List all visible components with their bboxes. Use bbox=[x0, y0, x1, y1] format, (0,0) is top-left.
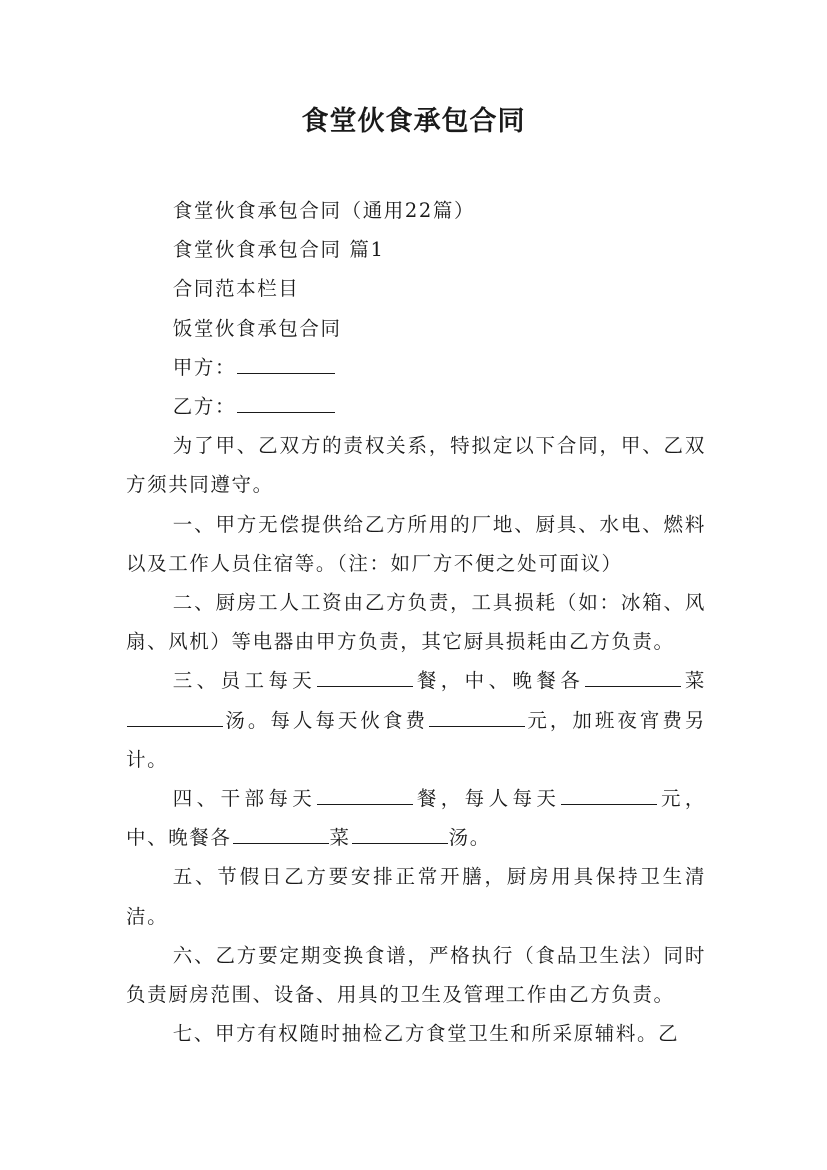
clause-3-text: 菜 bbox=[682, 669, 706, 693]
meals-per-day-blank bbox=[317, 668, 413, 688]
intro-paragraph: 为了甲、乙双方的责权关系，特拟定以下合同，甲、乙双方须共同遵守。 bbox=[126, 434, 706, 497]
cadre-soups-blank bbox=[352, 825, 448, 845]
soups-count-blank bbox=[127, 707, 223, 727]
clause-4-text: 汤。 bbox=[448, 826, 491, 850]
party-b-blank bbox=[237, 394, 335, 414]
cadre-dishes-blank bbox=[233, 825, 329, 845]
clause-4-text: 四、干部每天 bbox=[172, 787, 317, 811]
party-a-blank bbox=[237, 354, 335, 374]
clause-4-text: 菜 bbox=[329, 826, 351, 850]
clause-5: 五、节假日乙方要安排正常开膳，厨房用具保持卫生清洁。 bbox=[126, 865, 706, 928]
contract-name: 饭堂伙食承包合同 bbox=[172, 316, 342, 340]
subtitle-line: 食堂伙食承包合同（通用22篇） bbox=[172, 199, 476, 222]
category-line: 合同范本栏目 bbox=[172, 277, 300, 301]
dishes-count-blank bbox=[585, 668, 681, 688]
document-body bbox=[126, 191, 706, 1053]
clause-3 bbox=[126, 661, 706, 779]
clause-4-text: 餐，每人每天 bbox=[414, 787, 561, 811]
party-b-line bbox=[126, 387, 706, 426]
clause-3-text: 元，加班夜宵费另计。 bbox=[126, 708, 706, 771]
clause-3-text: 汤。每人每天伙食费 bbox=[224, 708, 428, 732]
cadre-meals-blank bbox=[317, 786, 413, 806]
section-heading: 食堂伙食承包合同 篇1 bbox=[172, 238, 385, 262]
clause-3-text: 餐，中、晚餐各 bbox=[414, 669, 585, 693]
clause-3-text: 三、员工每天 bbox=[172, 669, 317, 693]
clause-7: 七、甲方有权随时抽检乙方食堂卫生和所采原辅料。乙 bbox=[172, 1022, 680, 1046]
clause-1: 一、甲方无偿提供给乙方所用的厂地、厨具、水电、燃料以及工作人员住宿等。（注：如厂方不便之处可面议） bbox=[126, 512, 706, 575]
clause-2: 二、厨房工人工资由乙方负责，工具损耗（如：冰箱、风扇、风机）等电器由甲方负责，其它厨具损耗由乙方负责。 bbox=[126, 591, 706, 654]
clause-4 bbox=[126, 779, 706, 857]
party-a-line bbox=[126, 348, 706, 387]
party-b-label: 乙方： bbox=[172, 395, 237, 419]
clause-4-text: 元，中、晚餐各 bbox=[126, 787, 707, 850]
party-a-label: 甲方： bbox=[172, 355, 237, 379]
document-title: 食堂伙食承包合同 bbox=[301, 106, 526, 137]
clause-6: 六、乙方要定期变换食谱，严格执行（食品卫生法）同时负责厨房范围、设备、用具的卫生及管理工作由乙方负责。 bbox=[126, 943, 706, 1007]
cadre-cost-blank bbox=[561, 786, 657, 806]
daily-food-cost-blank bbox=[429, 707, 525, 727]
